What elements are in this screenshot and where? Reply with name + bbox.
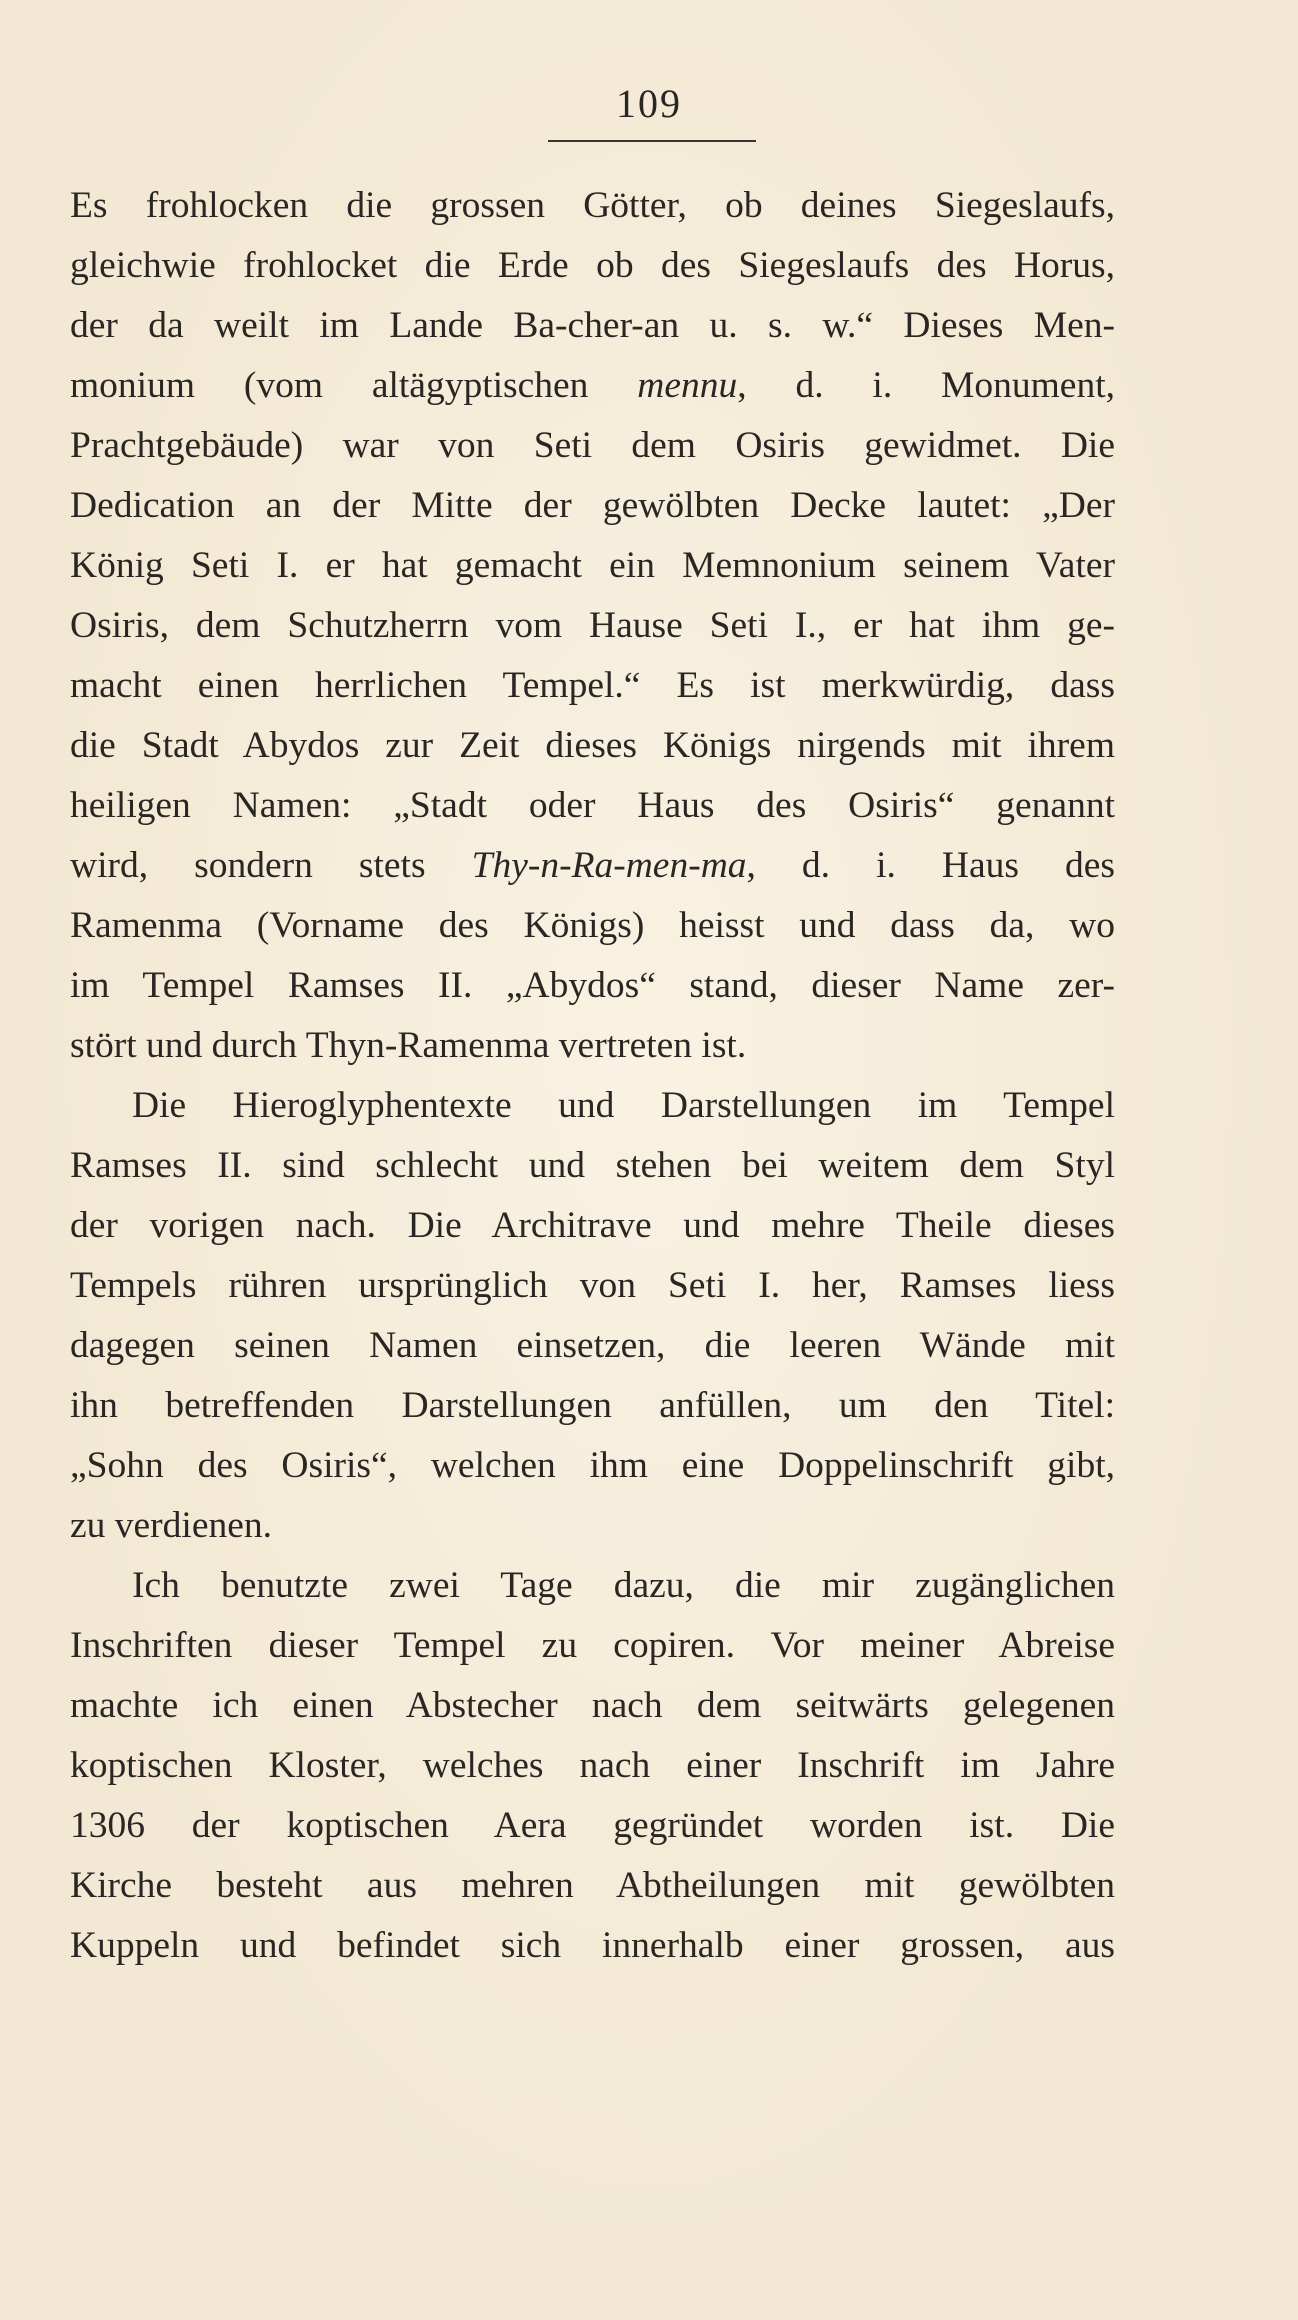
text-line: „Sohn des Osiris“, welchen ihm eine Doppelinschrift gibt,	[70, 1445, 1115, 1486]
text-line: 1306 der koptischen Aera gegründet worden ist. Die	[70, 1805, 1115, 1846]
text-line: machte ich einen Abstecher nach dem seitwärts gelegenen	[70, 1685, 1115, 1726]
text-line: Ramenma (Vorname des Königs) heisst und dass da, wo	[70, 905, 1115, 946]
text-line: König Seti I. er hat gemacht ein Memnonium seinem Vater	[70, 545, 1115, 586]
italic-term: mennu	[637, 365, 738, 406]
text-line: Die Hieroglyphentexte und Darstellungen im Tempel	[132, 1085, 1115, 1126]
text-line: Kirche besteht aus mehren Abtheilungen mit gewölbten	[70, 1865, 1115, 1906]
text-line: Ramses II. sind schlecht und stehen bei weitem dem Styl	[70, 1145, 1115, 1186]
text-line: heiligen Namen: „Stadt oder Haus des Osiris“ genannt	[70, 785, 1115, 826]
text-line: Dedication an der Mitte der gewölbten Decke lautet: „Der	[70, 485, 1115, 526]
text-line: Prachtgebäude) war von Seti dem Osiris gewidmet. Die	[70, 425, 1115, 466]
text-line: Kuppeln und befindet sich innerhalb einer grossen, aus	[70, 1925, 1115, 1966]
text-line: Ich benutzte zwei Tage dazu, die mir zugänglichen	[132, 1565, 1115, 1606]
text-line: macht einen herrlichen Tempel.“ Es ist merkwürdig, dass	[70, 665, 1115, 706]
text-line: stört und durch Thyn-Ramenma vertreten ist.	[70, 1025, 747, 1066]
text-line: im Tempel Ramses II. „Abydos“ stand, dieser Name zer-	[70, 965, 1115, 1006]
text-line: gleichwie frohlocket die Erde ob des Siegeslaufs des Horus,	[70, 245, 1115, 286]
text-line: der da weilt im Lande Ba-cher-an u. s. w.“ Dieses Men-	[70, 305, 1115, 346]
header-rule	[548, 140, 756, 142]
text-line: monium (vom altägyptischen mennu, d. i. Monument,	[70, 365, 1115, 406]
text-line: die Stadt Abydos zur Zeit dieses Königs nirgends mit ihrem	[70, 725, 1115, 766]
text-line: dagegen seinen Namen einsetzen, die leeren Wände mit	[70, 1325, 1115, 1366]
text-line: wird, sondern stets Thy-n-Ra-men-ma, d. i. Haus des	[70, 845, 1115, 886]
text-line: Inschriften dieser Tempel zu copiren. Vor meiner Abreise	[70, 1625, 1115, 1666]
body-text	[70, 176, 1115, 1976]
text-line: Tempels rühren ursprünglich von Seti I. her, Ramses liess	[70, 1265, 1115, 1306]
text-line: der vorigen nach. Die Architrave und mehre Theile dieses	[70, 1205, 1115, 1246]
page-number: 109	[616, 81, 682, 126]
text-line: zu verdienen.	[70, 1505, 272, 1546]
text-line: Es frohlocken die grossen Götter, ob deines Siegeslaufs,	[70, 185, 1115, 226]
text-line: koptischen Kloster, welches nach einer Inschrift im Jahre	[70, 1745, 1115, 1786]
italic-term: Thy-n-Ra-men-ma	[471, 845, 747, 886]
text-line: Osiris, dem Schutzherrn vom Hause Seti I., er hat ihm ge-	[70, 605, 1115, 646]
text-line: ihn betreffenden Darstellungen anfüllen, um den Titel:	[70, 1385, 1115, 1426]
